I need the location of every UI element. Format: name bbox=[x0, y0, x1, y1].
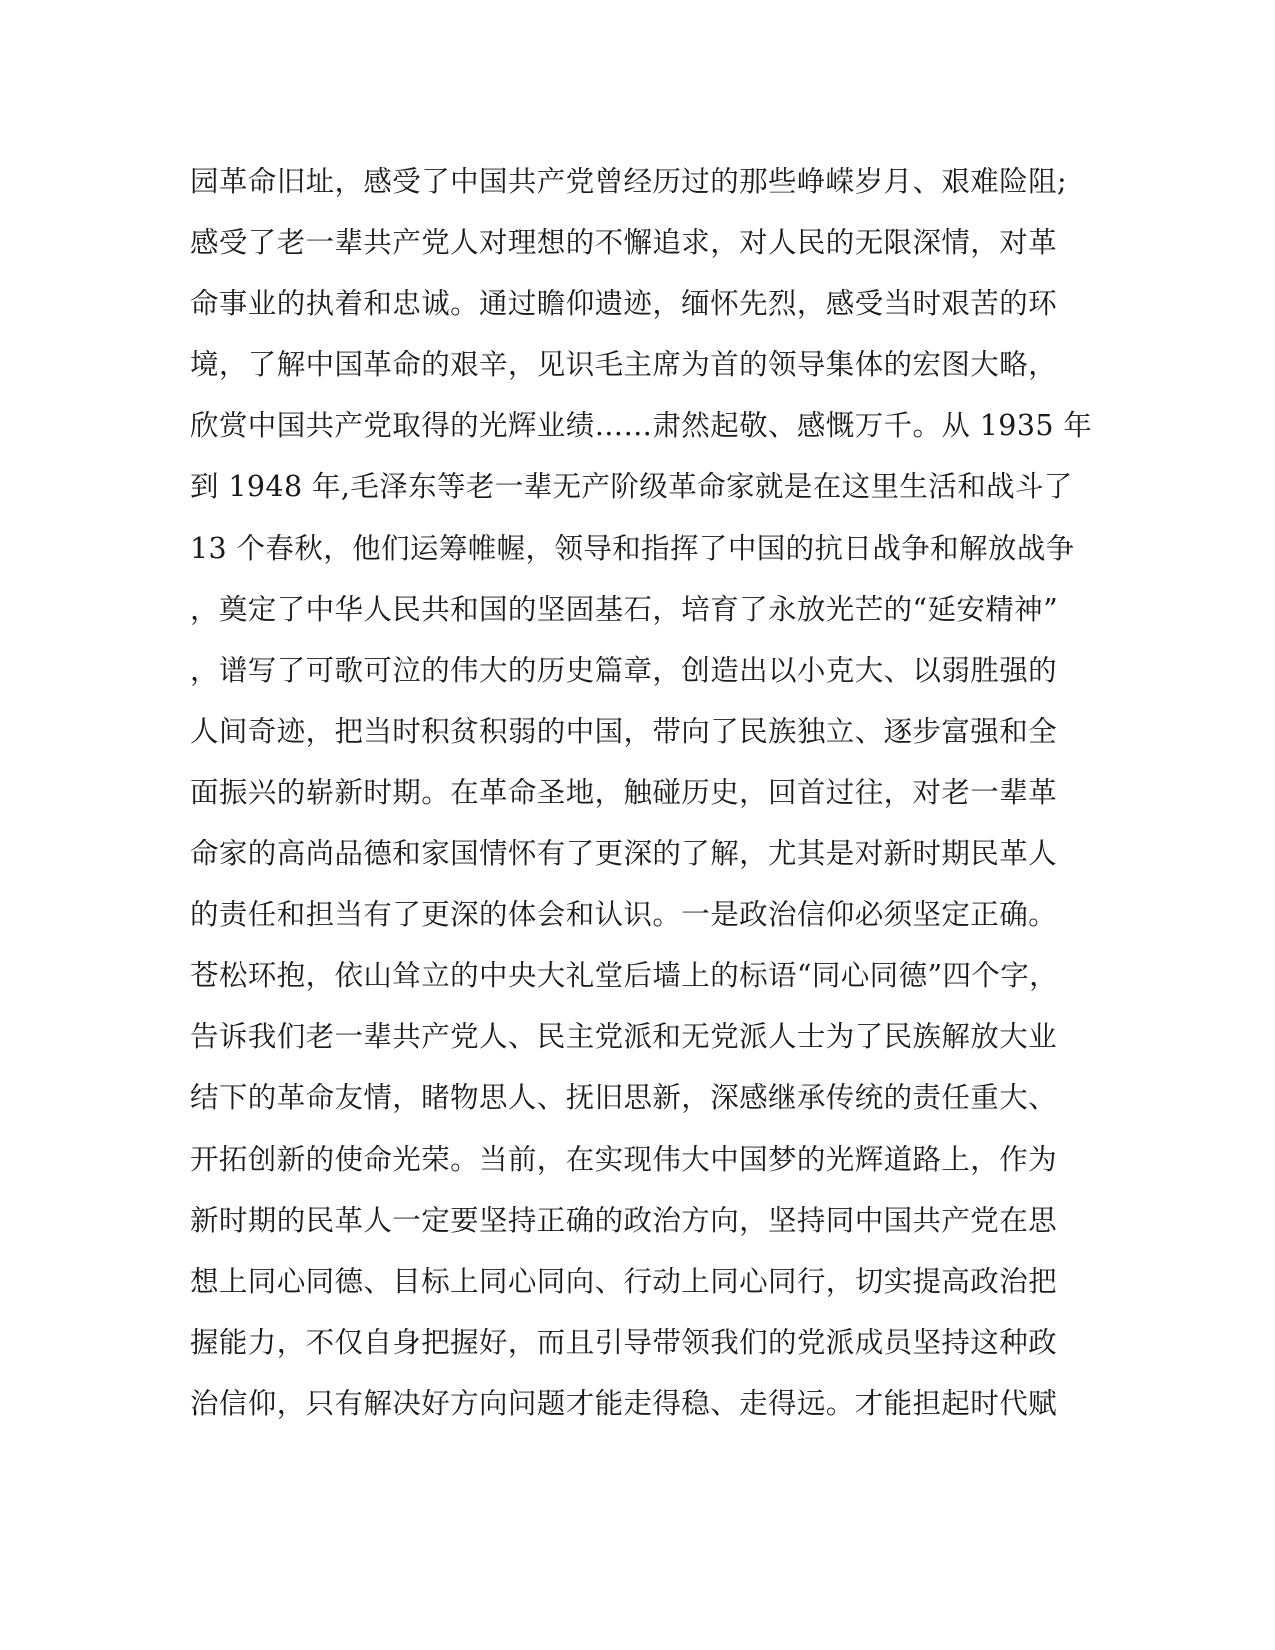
text-line: 握能力，不仅自身把握好，而且引导带领我们的党派成员坚持这种政 bbox=[190, 1325, 1058, 1359]
text-line: 命事业的执着和忠诚。通过瞻仰遗迹，缅怀先烈，感受当时艰苦的环 bbox=[190, 287, 1058, 321]
text-line: 治信仰，只有解决好方向问题才能走得稳、走得远。才能担起时代赋 bbox=[190, 1386, 1058, 1420]
text-line: 结下的革命友情，睹物思人、抚旧思新，深感继承传统的责任重大、 bbox=[190, 1081, 1058, 1115]
text-line: 面振兴的崭新时期。在革命圣地，触碰历史，回首过往，对老一辈革 bbox=[190, 775, 1058, 809]
text-line: 人间奇迹，把当时积贫积弱的中国，带向了民族独立、逐步富强和全 bbox=[190, 714, 1058, 748]
text-line: 想上同心同德、目标上同心同向、行动上同心同行，切实提高政治把 bbox=[190, 1264, 1058, 1298]
text-line: 新时期的民革人一定要坚持正确的政治方向，坚持同中国共产党在思 bbox=[190, 1203, 1058, 1237]
text-line: ，谱写了可歌可泣的伟大的历史篇章，创造出以小克大、以弱胜强的 bbox=[190, 653, 1058, 687]
text-line: 的责任和担当有了更深的体会和认识。一是政治信仰必须坚定正确。 bbox=[190, 898, 1058, 932]
text-line: 园革命旧址，感受了中国共产党曾经历过的那些峥嵘岁月、艰难险阻; bbox=[190, 165, 1068, 198]
text-line: 13 个春秋，他们运筹帷幄，领导和指挥了中国的抗日战争和解放战争 bbox=[190, 531, 1075, 565]
text-line: 境，了解中国革命的艰辛，见识毛主席为首的领导集体的宏图大略， bbox=[190, 348, 1058, 382]
text-line: 开拓创新的使命光荣。当前，在实现伟大中国梦的光辉道路上，作为 bbox=[190, 1142, 1058, 1176]
body-text bbox=[190, 162, 1093, 1445]
text-line: 命家的高尚品德和家国情怀有了更深的了解，尤其是对新时期民革人 bbox=[190, 837, 1058, 871]
text-line: 告诉我们老一辈共产党人、民主党派和无党派人士为了民族解放大业 bbox=[190, 1020, 1058, 1054]
text-line: 苍松环抱，依山耸立的中央大礼堂后墙上的标语“同心同德”四个字， bbox=[190, 959, 1059, 993]
text-line: 到 1948 年,毛泽东等老一辈无产阶级革命家就是在这里生活和战斗了 bbox=[190, 470, 1073, 504]
text-line: ，奠定了中华人民共和国的坚固基石，培育了永放光芒的“延安精神” bbox=[190, 592, 1059, 626]
text-line: 感受了老一辈共产党人对理想的不懈追求，对人民的无限深情，对革 bbox=[190, 226, 1058, 260]
text-line: 欣赏中国共产党取得的光辉业绩……肃然起敬、感慨万千。从 1935 年 bbox=[190, 409, 1093, 443]
